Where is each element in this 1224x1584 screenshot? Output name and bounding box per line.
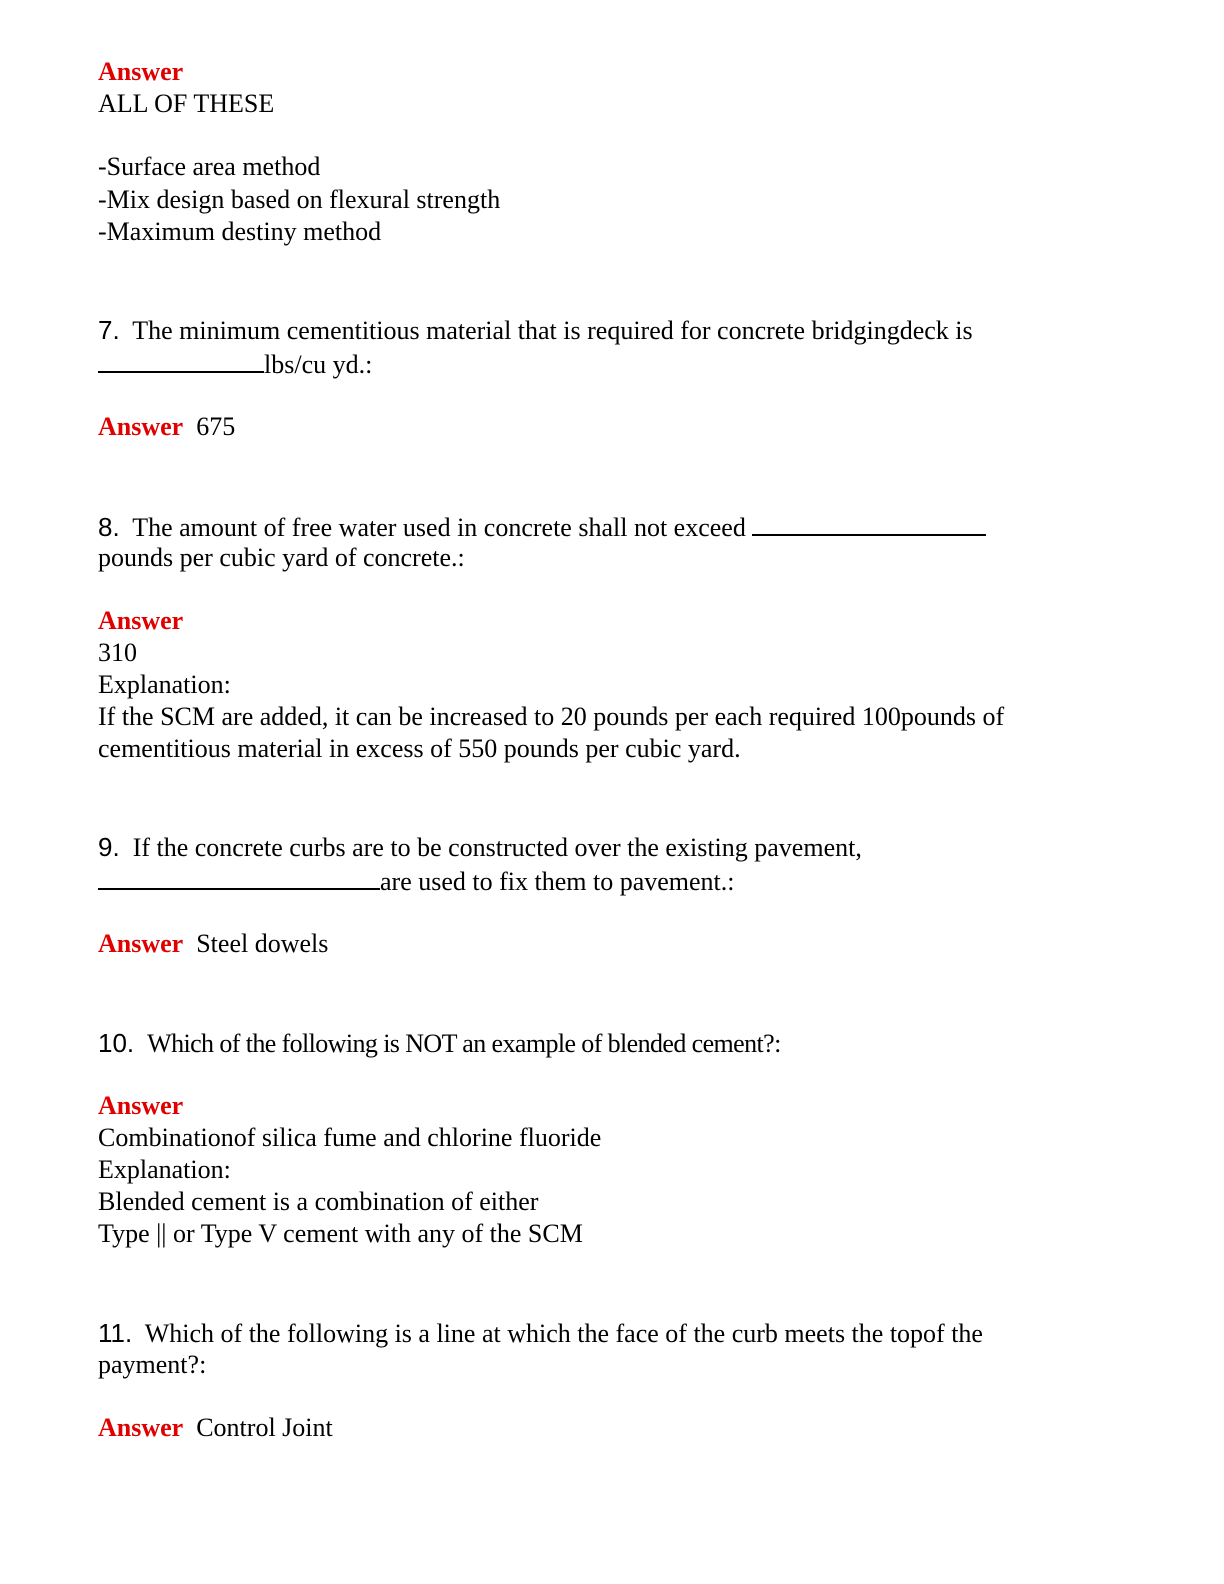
q11-answer — [98, 1412, 333, 1444]
q7-text-suffix: lbs/cu yd.: — [264, 350, 373, 379]
q6-list-item: -Mix design based on flexural strength — [98, 185, 501, 214]
q7-answer-label: Answer — [98, 412, 184, 441]
q11-text: Which of the following is a line at which the face of the curb meets the topof the — [144, 1319, 983, 1348]
q11-answer-label: Answer — [98, 1413, 184, 1442]
q11-answer-value: Control Joint — [196, 1413, 333, 1442]
q9-answer — [98, 928, 328, 960]
q9-answer-blank — [98, 864, 380, 890]
q9-answer-label: Answer — [98, 929, 184, 958]
q6-list-item: -Surface area method — [98, 152, 321, 181]
q8-text: The amount of free water used in concrete shall not exceed — [132, 513, 746, 542]
q7-answer-value: 675 — [196, 412, 236, 441]
q7-answer-blank — [98, 347, 264, 373]
q8-answer-value: 310 — [98, 638, 137, 667]
q9-number: 9. — [98, 832, 120, 862]
q10-number: 10. — [98, 1028, 135, 1058]
q11-question-line1 — [98, 1317, 983, 1350]
q6-answer-label: Answer — [98, 57, 184, 86]
q6-answer-value: ALL OF THESE — [98, 89, 275, 118]
q11-number: 11. — [98, 1318, 133, 1348]
q8-answer-blank — [752, 510, 986, 536]
q9-question-line2 — [98, 864, 735, 898]
q9-question-line1 — [98, 831, 862, 864]
q7-question-line2 — [98, 347, 372, 381]
q8-explanation-line1: If the SCM are added, it can be increased to 20 pounds per each required 100pounds of — [98, 702, 1005, 731]
q8-question-line2: pounds per cubic yard of concrete.: — [98, 543, 465, 572]
q8-explanation-label: Explanation: — [98, 670, 231, 699]
q8-explanation-line2: cementitious material in excess of 550 pounds per cubic yard. — [98, 734, 741, 763]
q11-question-line2: payment?: — [98, 1350, 207, 1379]
q9-answer-value: Steel dowels — [196, 929, 329, 958]
q7-text: The minimum cementitious material that is required for concrete bridgingdeck is — [132, 316, 973, 345]
q10-explanation-line2: Type || or Type V cement with any of the SCM — [98, 1219, 583, 1248]
q10-question — [98, 1027, 781, 1060]
q10-explanation-line1: Blended cement is a combination of either — [98, 1187, 539, 1216]
q7-question-line1 — [98, 314, 973, 347]
q10-explanation-label: Explanation: — [98, 1155, 231, 1184]
q10-text: Which of the following is NOT an example of blended cement?: — [147, 1029, 781, 1058]
q8-answer-label: Answer — [98, 606, 184, 635]
q6-list-item: -Maximum destiny method — [98, 217, 382, 246]
q9-text-suffix: are used to fix them to pavement.: — [380, 867, 735, 896]
q8-question-line1 — [98, 510, 986, 544]
q9-text: If the concrete curbs are to be constructed over the existing pavement, — [132, 833, 862, 862]
q7-number: 7. — [98, 315, 120, 345]
q10-answer-value: Combinationof silica fume and chlorine fluoride — [98, 1123, 602, 1152]
q7-answer — [98, 411, 235, 443]
q8-number: 8. — [98, 512, 120, 542]
q10-answer-label: Answer — [98, 1091, 184, 1120]
